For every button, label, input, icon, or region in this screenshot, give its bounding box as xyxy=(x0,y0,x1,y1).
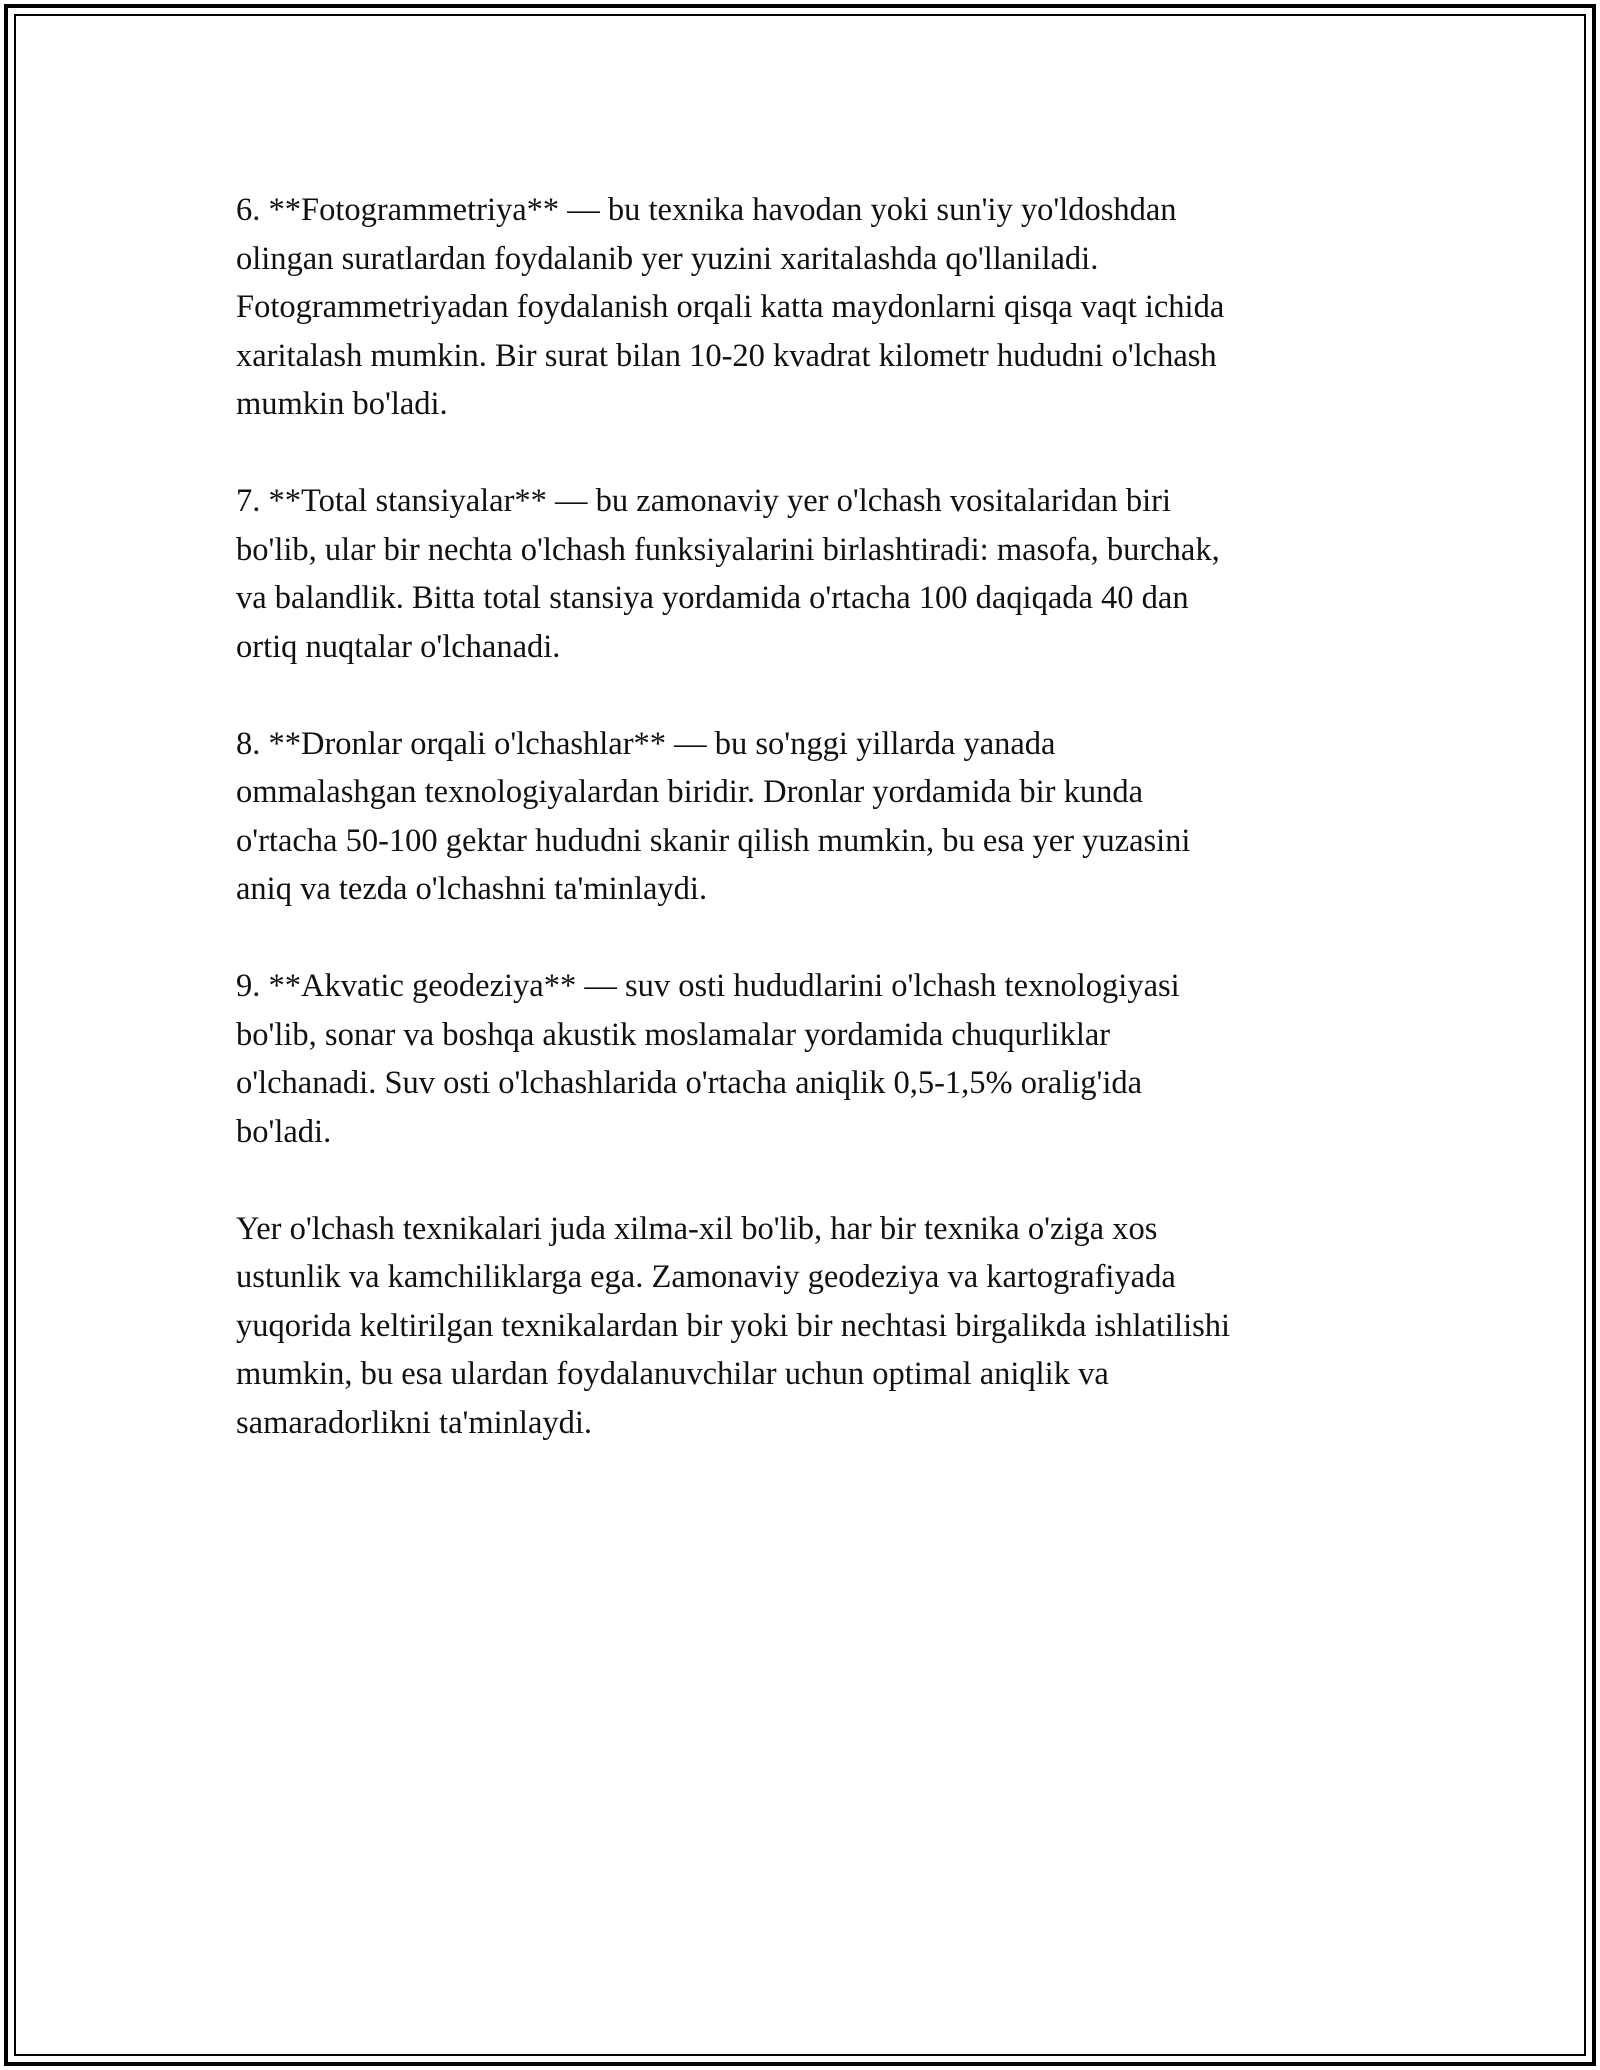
document-body xyxy=(236,186,1366,1496)
paragraph-total-stansiyalar: 7. **Total stansiyalar** — bu zamonaviy yer o'lchash vositalaridan biri bo'lib, ular bir nechta o'lchash funksiyalarini birlashtiradi: masofa, burchak, va balandlik. Bitta total stansiya yordamida o'rtacha 100 daqiqada 40 dan ortiq nuqtalar o'lchanadi. xyxy=(236,483,1220,665)
paragraph-akvatic-geodeziya: 9. **Akvatic geodeziya** — suv osti hududlarini o'lchash texnologiyasi bo'lib, sonar va boshqa akustik moslamalar yordamida chuqurliklar o'lchanadi. Suv osti o'lchashlarida o'rtacha aniqlik 0,5-1,5% oralig'ida bo'ladi. xyxy=(236,968,1180,1150)
paragraph-dronlar: 8. **Dronlar orqali o'lchashlar** — bu so'nggi yillarda yanada ommalashgan texnologiyalardan biridir. Dronlar yordamida bir kunda o'rtacha 50-100 gektar hududni skanir qilish mumkin, bu esa yer yuzasini aniq va tezda o'lchashni ta'minlaydi. xyxy=(236,725,1191,907)
paragraph-fotogrammetriya: 6. **Fotogrammetriya** — bu texnika havodan yoki sun'iy yo'ldoshdan olingan suratlardan foydalanib yer yuzini xaritalashda qo'llaniladi. Fotogrammetriyadan foydalanish orqali katta maydonlarni qisqa vaqt ichida xaritalash mumkin. Bir surat bilan 10-20 kvadrat kilometr hududni o'lchash mumkin bo'ladi. xyxy=(236,192,1225,422)
paragraph-conclusion: Yer o'lchash texnikalari juda xilma-xil bo'lib, har bir texnika o'ziga xos ustunlik va kamchiliklarga ega. Zamonaviy geodeziya va kartografiyada yuqorida keltirilgan texnikalardan bir yoki bir nechtasi birgalikda ishlatilishi mumkin, bu esa ulardan foydalanuvchilar uchun optimal aniqlik va samaradorlikni ta'minlaydi. xyxy=(236,1210,1231,1441)
